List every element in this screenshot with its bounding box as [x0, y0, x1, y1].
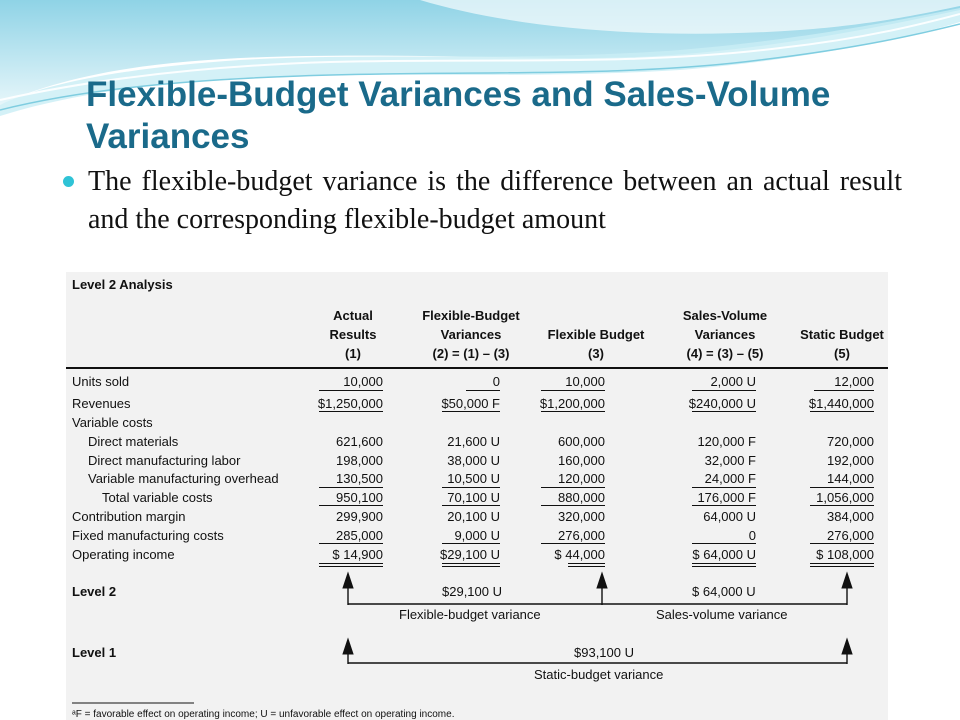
row-label-direct-materials: Direct materials	[88, 434, 179, 449]
cell: 720,000	[827, 434, 874, 449]
column-header-static-budget: Static Budget (5)	[800, 327, 884, 361]
cell: $50,000 F	[441, 396, 500, 411]
cell: $29,100 U	[440, 547, 500, 562]
row-label-revenues: Revenues	[72, 396, 131, 411]
cell: 10,500 U	[447, 471, 500, 486]
slide-title: Flexible-Budget Variances and Sales-Volume Variances	[86, 75, 831, 156]
cell: 120,000	[558, 471, 605, 486]
level2-arrow-flexible	[597, 573, 607, 605]
column-header-flex-variance: Flexible-Budget Variances (2) = (1) – (3)	[422, 308, 520, 361]
cell: 0	[492, 374, 500, 389]
level1-static-caption: Static-budget variance	[534, 667, 664, 682]
row-label-total-variable: Total variable costs	[102, 490, 213, 505]
cell: 276,000	[558, 528, 605, 543]
cell: 9,000 U	[454, 528, 500, 543]
cell: 384,000	[827, 509, 874, 524]
level2-flexible-amount: $29,100 U	[442, 584, 502, 599]
cell: 64,000 U	[703, 509, 756, 524]
row-label-variable-costs: Variable costs	[72, 415, 153, 430]
variance-brackets	[66, 272, 888, 720]
cell: 20,100 U	[447, 509, 500, 524]
cell: 600,000	[558, 434, 605, 449]
cell: 276,000	[827, 528, 874, 543]
cell: $1,440,000	[808, 396, 874, 411]
cell: $ 44,000	[554, 547, 605, 562]
row-label-variable-overhead: Variable manufacturing overhead	[88, 471, 279, 486]
cell: $1,200,000	[539, 396, 605, 411]
cell: 285,000	[336, 528, 383, 543]
variance-exhibit	[66, 272, 888, 720]
footnote: ᵃF = favorable effect on operating income; U = unfavorable effect on operating income.	[72, 709, 455, 720]
row-label-contribution: Contribution margin	[72, 509, 186, 524]
cell: 880,000	[558, 490, 605, 505]
level1-label: Level 1	[72, 645, 117, 660]
cell: 21,600 U	[447, 434, 500, 449]
level2-label: Level 2	[72, 584, 117, 599]
column-header-flex-budget: Flexible Budget (3)	[547, 327, 645, 361]
cell: 70,100 U	[447, 490, 500, 505]
level2-sales-amount: $ 64,000 U	[692, 584, 756, 599]
cell: $ 14,900	[332, 547, 383, 562]
level2-sales-caption: Sales-volume variance	[656, 607, 788, 622]
cell: 320,000	[558, 509, 605, 524]
level1-arrow-actual	[343, 639, 353, 664]
cell: 12,000	[834, 374, 874, 389]
cell: 0	[748, 528, 756, 543]
column-header-sales-variance: Sales-Volume Variances (4) = (3) – (5)	[682, 308, 768, 361]
level2-flexible-caption: Flexible-budget variance	[399, 607, 541, 622]
cell: $240,000 U	[688, 396, 756, 411]
level2-arrow-actual	[343, 573, 353, 605]
row-label-direct-labor: Direct manufacturing labor	[88, 453, 241, 468]
cell: 120,000 F	[697, 434, 756, 449]
cell: 38,000 U	[447, 453, 500, 468]
cell: 24,000 F	[704, 471, 756, 486]
level1-static-amount: $93,100 U	[574, 645, 634, 660]
cell: 144,000	[827, 471, 874, 486]
cell: 10,000	[343, 374, 383, 389]
cell: 950,100	[336, 490, 383, 505]
cell: $ 64,000 U	[692, 547, 756, 562]
row-label-operating-income: Operating income	[72, 547, 175, 562]
cell: 2,000 U	[710, 374, 756, 389]
cell: 130,500	[336, 471, 383, 486]
level1-arrow-static	[842, 639, 852, 664]
cell: 32,000 F	[704, 453, 756, 468]
bullet-text: The flexible-budget variance is the difference between an actual result and the corresponding flexible-budget amount	[88, 166, 902, 235]
cell: 10,000	[565, 374, 605, 389]
cell: $1,250,000	[317, 396, 383, 411]
level2-arrow-static	[842, 573, 852, 605]
exhibit-heading: Level 2 Analysis	[72, 277, 173, 292]
cell: 192,000	[827, 453, 874, 468]
cell: 198,000	[336, 453, 383, 468]
bullet-dot-icon	[63, 176, 74, 187]
cell: 299,900	[336, 509, 383, 524]
row-label-units: Units sold	[72, 374, 130, 389]
cell: 621,600	[336, 434, 383, 449]
row-label-fixed: Fixed manufacturing costs	[72, 528, 224, 543]
cell: 1,056,000	[816, 490, 874, 505]
cell: $ 108,000	[816, 547, 874, 562]
cell: 160,000	[558, 453, 605, 468]
column-header-actual: Actual Results (1)	[329, 308, 377, 361]
cell: 176,000 F	[697, 490, 756, 505]
